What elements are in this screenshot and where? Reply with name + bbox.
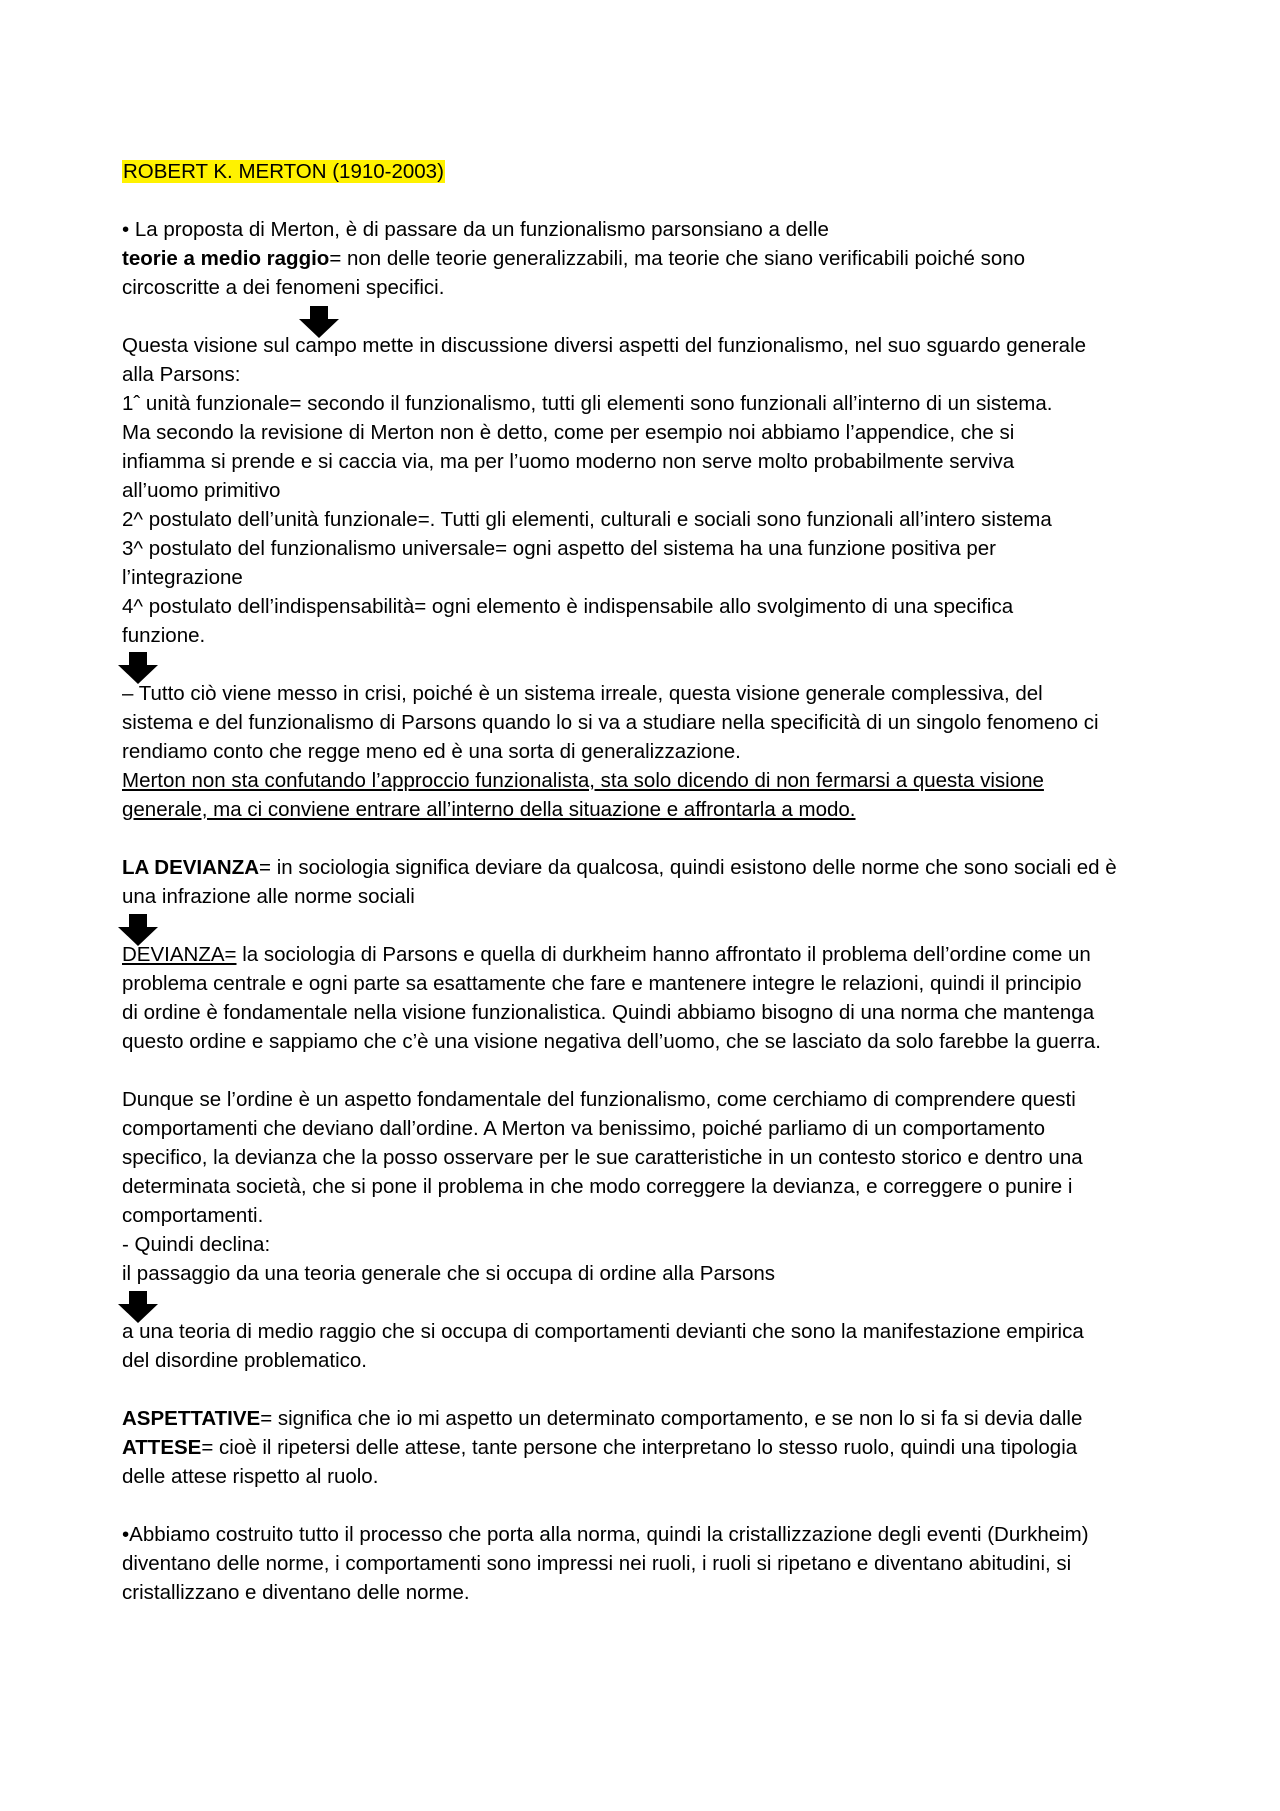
paragraph-line: ATTESE= cioè il ripetersi delle attese, tante persone che interpretano lo stesso ruolo, quindi una tipologia xyxy=(122,1436,1078,1459)
term-bold: LA DEVIANZA xyxy=(122,856,260,879)
paragraph-line: Questa visione sul campo mette in discussione diversi aspetti del funzionalismo, nel suo sguardo generale xyxy=(122,334,1087,357)
paragraph-line: delle attese rispetto al ruolo. xyxy=(122,1465,379,1488)
term-bold: teorie a medio raggio xyxy=(122,247,330,270)
paragraph-line: di ordine è fondamentale nella visione funzionalistica. Quindi abbiamo bisogno di una norma che mantenga xyxy=(122,1001,1095,1024)
paragraph-line: 1ˆ unità funzionale= secondo il funzionalismo, tutti gli elementi sono funzionali all’interno di un sistema. xyxy=(122,392,1053,415)
paragraph-line: comportamenti che deviano dall’ordine. A Merton va benissimo, poiché parliamo di un comportamento xyxy=(122,1117,1046,1140)
paragraph-line: rendiamo conto che regge meno ed è una sorta di generalizzazione. xyxy=(122,740,741,763)
paragraph-line: a una teoria di medio raggio che si occupa di comportamenti devianti che sono la manifestazione empirica xyxy=(122,1320,1084,1343)
paragraph-line: specifico, la devianza che la posso osservare per le sue caratteristiche in un contesto storico e dentro una xyxy=(122,1146,1083,1169)
paragraph-line: determinata società, che si pone il problema in che modo correggere la devianza, e correggere o punire i xyxy=(122,1175,1073,1198)
paragraph-line: infiamma si prende e si caccia via, ma per l’uomo moderno non serve molto probabilmente serviva xyxy=(122,450,1015,473)
paragraph-line: ASPETTATIVE= significa che io mi aspetto un determinato comportamento, e se non lo si fa si devia dalle xyxy=(122,1407,1083,1430)
paragraph-line: •Abbiamo costruito tutto il processo che porta alla norma, quindi la cristallizzazione degli eventi (Durkheim) xyxy=(122,1523,1089,1546)
paragraph-line: Ma secondo la revisione di Merton non è detto, come per esempio noi abbiamo l’appendice, che si xyxy=(122,421,1015,444)
page-title: ROBERT K. MERTON (1910-2003) xyxy=(123,160,444,183)
term-bold: ATTESE xyxy=(122,1436,202,1459)
paragraph-line: sistema e del funzionalismo di Parsons quando lo si va a studiare nella specificità di un singolo fenomeno ci xyxy=(122,711,1099,734)
intro-line: teorie a medio raggio= non delle teorie generalizzabili, ma teorie che siano verificabili poiché sono xyxy=(122,247,1026,270)
paragraph-line: Dunque se l’ordine è un aspetto fondamentale del funzionalismo, come cerchiamo di comprendere questi xyxy=(122,1088,1076,1111)
paragraph-line: 2^ postulato dell’unità funzionale=. Tutti gli elementi, culturali e sociali sono funzionali all’intero sistema xyxy=(122,508,1052,531)
paragraph-line: del disordine problematico. xyxy=(122,1349,367,1372)
paragraph-line: questo ordine e sappiamo che c’è una visione negativa dell’uomo, che se lasciato da solo farebbe la guerra. xyxy=(122,1030,1101,1053)
paragraph-line: alla Parsons: xyxy=(122,363,241,386)
paragraph-line: DEVIANZA= la sociologia di Parsons e quella di durkheim hanno affrontato il problema dell’ordine come un xyxy=(122,943,1091,966)
underlined-line: Merton non sta confutando l’approccio funzionalista, sta solo dicendo di non fermarsi a questa visione xyxy=(122,769,1044,792)
paragraph-line: funzione. xyxy=(122,624,206,647)
paragraph-line: diventano delle norme, i comportamenti sono impressi nei ruoli, i ruoli si ripetano e diventano abitudini, si xyxy=(122,1552,1072,1575)
intro-line: • La proposta di Merton, è di passare da un funzionalismo parsonsiano a delle xyxy=(122,218,829,241)
paragraph-line: una infrazione alle norme sociali xyxy=(122,885,415,908)
paragraph-line: l’integrazione xyxy=(122,566,243,589)
term-bold: ASPETTATIVE xyxy=(122,1407,261,1430)
intro-line: circoscritte a dei fenomeni specifici. xyxy=(122,276,445,299)
paragraph-line: comportamenti. xyxy=(122,1204,264,1227)
document-body xyxy=(122,157,1182,1607)
paragraph-line: – Tutto ciò viene messo in crisi, poiché è un sistema irreale, questa visione generale complessiva, del xyxy=(122,682,1043,705)
paragraph-line: all’uomo primitivo xyxy=(122,479,281,502)
term-underlined: DEVIANZA= xyxy=(122,943,237,966)
paragraph-line: problema centrale e ogni parte sa esattamente che fare e mantenere integre le relazioni, quindi il principio xyxy=(122,972,1082,995)
paragraph-line: cristallizzano e diventano delle norme. xyxy=(122,1581,470,1604)
paragraph-line: il passaggio da una teoria generale che si occupa di ordine alla Parsons xyxy=(122,1262,776,1285)
paragraph-line: LA DEVIANZA= in sociologia significa deviare da qualcosa, quindi esistono delle norme che sono sociali ed è xyxy=(122,856,1117,879)
title-line xyxy=(122,157,1182,186)
paragraph-line: - Quindi declina: xyxy=(122,1233,271,1256)
underlined-line: generale, ma ci conviene entrare all’interno della situazione e affrontarla a modo. xyxy=(122,798,856,821)
paragraph-line: 3^ postulato del funzionalismo universale= ogni aspetto del sistema ha una funzione positiva per xyxy=(122,537,997,560)
paragraph-line: 4^ postulato dell’indispensabilità= ogni elemento è indispensabile allo svolgimento di una specifica xyxy=(122,595,1014,618)
